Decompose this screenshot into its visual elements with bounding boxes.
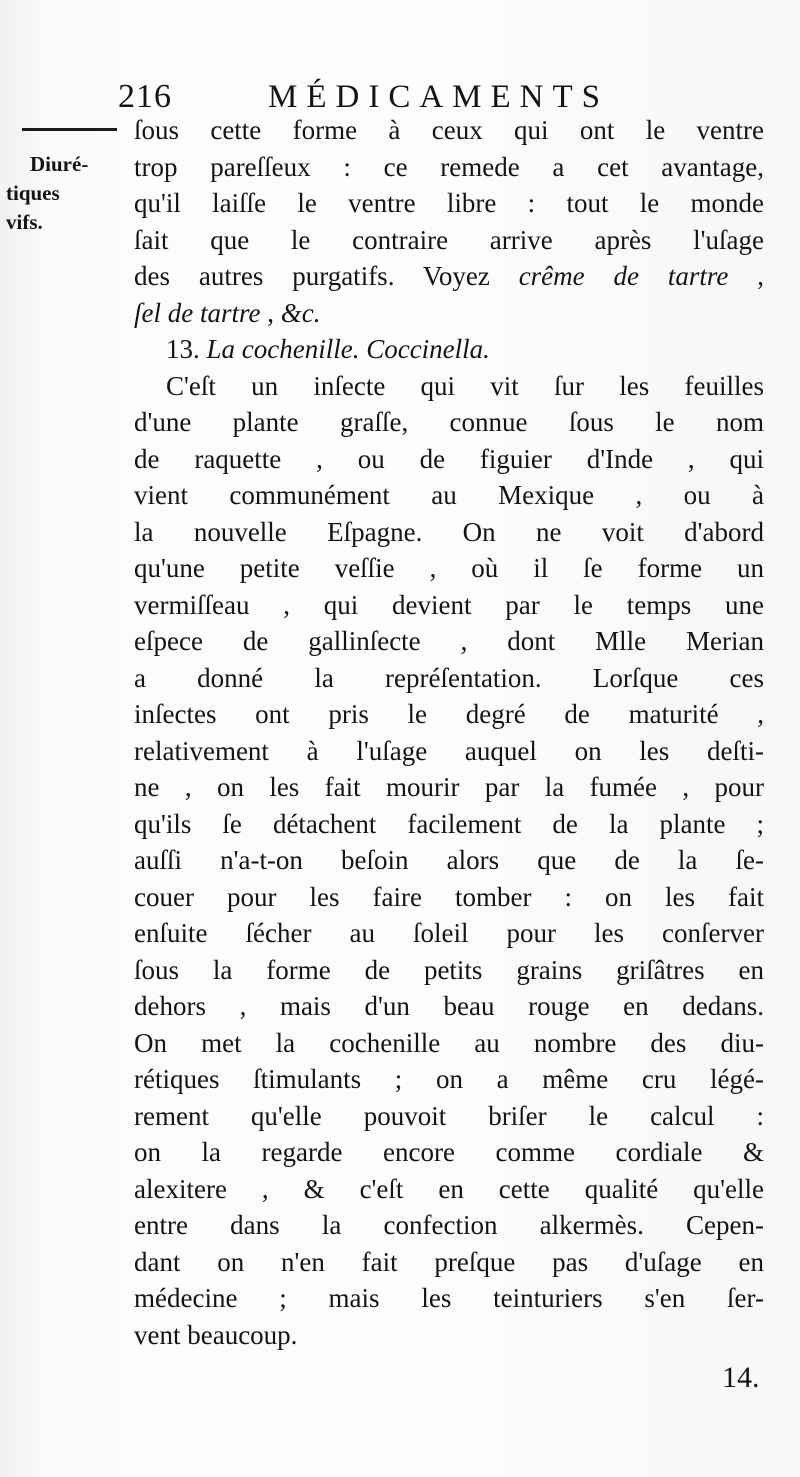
text-line: entre dans la confection alkermès. Cepen- (134, 1210, 764, 1240)
marginal-note-line: vifs. (6, 210, 43, 234)
text-line: ſous la forme de petits grains griſâtres en (134, 954, 764, 985)
text-line: enſuite ſécher au ſoleil pour les conſerver (134, 918, 764, 948)
text-line: dehors , mais d'un beau rouge en dedans. (134, 991, 764, 1021)
text-fragment: , (260, 297, 281, 328)
text-line: rement qu'elle pouvoit briſer le calcul : (134, 1100, 764, 1131)
text-line: ſous cette forme à ceux qui ont le ventre (134, 115, 764, 145)
text-line: ſait que le contraire arrive après l'uſage (134, 224, 764, 255)
text-line: vermiſſeau , qui devient par le temps une (134, 589, 764, 620)
text-line: de raquette , ou de figuier d'Inde , qui (134, 443, 764, 474)
text-line: qu'il laiſſe le ventre libre : tout le monde (134, 188, 764, 218)
text-line: couer pour les faire tomber : on les fait (134, 881, 764, 912)
text-fragment: des autres purgatifs. Voyez (134, 261, 519, 291)
section-title: La cochenille. Coccinella. (206, 334, 490, 364)
section-heading (134, 331, 764, 368)
text-line: auſſi n'a-t-on beſoin alors que de la ſe- (134, 845, 764, 875)
text-line: C'eſt un inſecte qui vit ſur les feuilles (166, 370, 764, 401)
text-line (134, 258, 764, 295)
text-fragment: , (728, 261, 764, 291)
text-line: trop pareſſeux : ce remede a cet avantage, (134, 151, 764, 182)
text-line: qu'ils ſe détachent facilement de la plante ; (134, 808, 764, 839)
text-line: On met la cochenille au nombre des diu- (134, 1027, 764, 1058)
section-number: 13. (166, 334, 207, 364)
text-line: on la regarde encore comme cordiale & (134, 1137, 764, 1167)
etc-italic: &c. (280, 297, 321, 328)
catchword: 14. (722, 1361, 760, 1394)
text-line: a donné la repréſentation. Lorſque ces (134, 662, 764, 693)
text-line: médecine ; mais les teinturiers s'en ſer- (134, 1283, 764, 1313)
text-line: vent beaucoup. (134, 1319, 298, 1350)
text-line: dant on n'en fait preſque pas d'uſage en (134, 1246, 764, 1277)
text-line: inſectes ont pris le degré de maturité , (134, 699, 764, 729)
text-line: alexitere , & c'eſt en cette qualité qu'elle (134, 1173, 764, 1204)
marginal-note-line: Diuré- (30, 152, 89, 176)
text-line: la nouvelle Eſpagne. On ne voit d'abord (134, 516, 764, 547)
text-line: relativement à l'uſage auquel on les deſti- (134, 735, 764, 766)
text-line (134, 295, 764, 332)
running-title: MÉDICAMENTS (268, 79, 610, 115)
text-line: vient communément au Mexique , ou à (134, 480, 764, 510)
marginal-note (6, 150, 92, 237)
text-line: qu'une petite veſſie , où il ſe forme un (134, 553, 764, 583)
body-text (134, 112, 764, 1353)
page-number: 216 (118, 78, 172, 115)
cross-reference-italic: ſel de tartre (134, 297, 261, 328)
text-line: ne , on les fait mourir par la fumée , pour (134, 772, 764, 802)
cross-reference-italic: crême de tartre (518, 261, 729, 291)
marginal-note-line: tiques (6, 181, 60, 205)
margin-rule (22, 128, 117, 131)
text-line: rétiques ſtimulants ; on a même cru légé- (134, 1064, 764, 1094)
text-line: eſpece de gallinſecte , dont Mlle Merian (134, 626, 764, 656)
text-line: d'une plante graſſe, connue ſous le nom (134, 407, 764, 437)
